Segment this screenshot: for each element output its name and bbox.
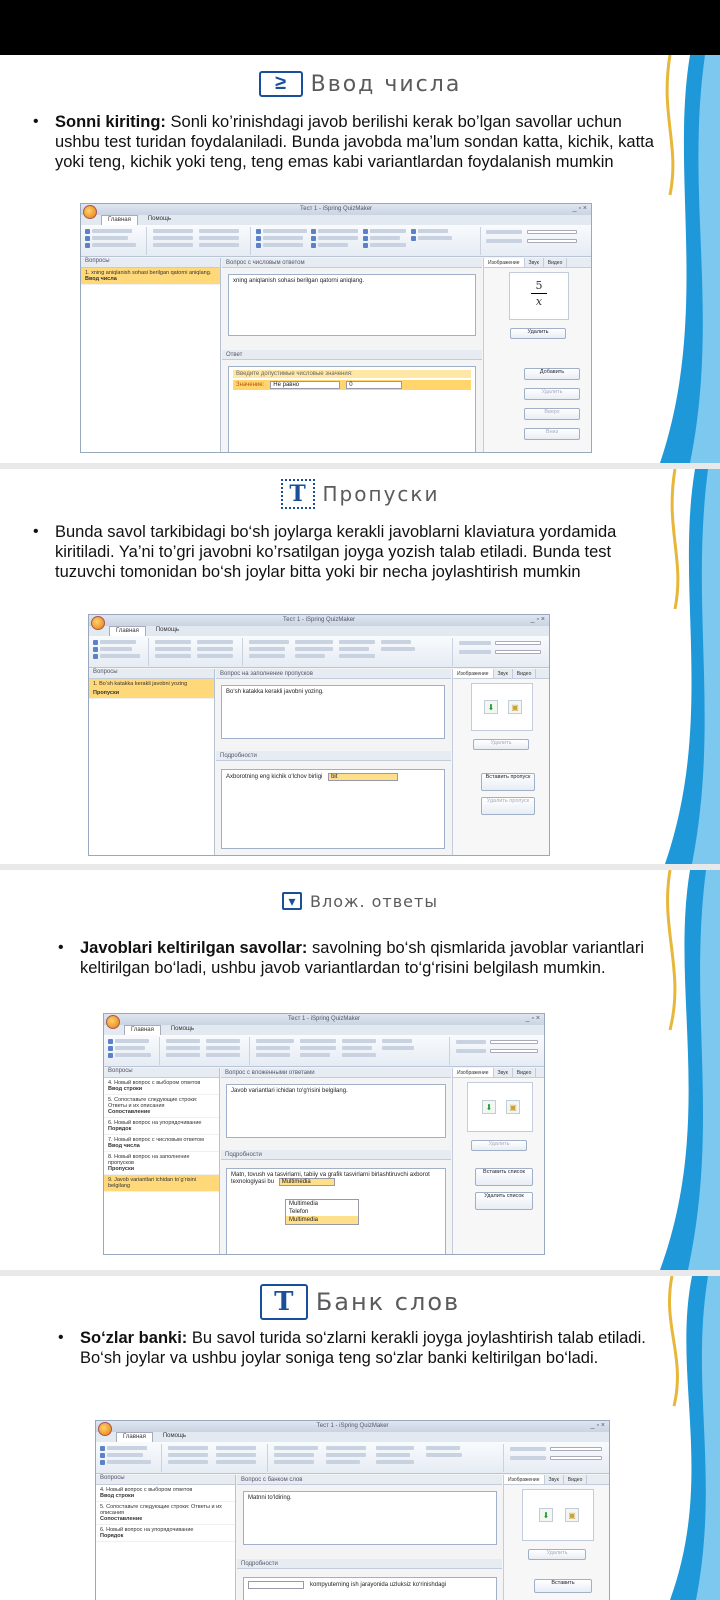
editor-header: Вопрос с банком слов xyxy=(237,1475,502,1485)
list-item: 5. Сопоставьте следующие строки: Ответы и их описания Сопоставление xyxy=(96,1502,235,1525)
details-box: Matn, tovush va tasvirlarni, tabiiy va grafik tasvirlarni birlashtiruvchi axborot texnologiyasi bu Multimedia Multimedia Telefon Multimedia xyxy=(226,1168,446,1255)
slide-word-bank xyxy=(0,1276,720,1600)
question-editor xyxy=(221,1068,451,1255)
questions-header: Вопросы xyxy=(89,669,214,679)
bullet-paragraph: • Sonni kiriting: Sonli ko’rinishdagi javob berilishi kerak bo’lgan savollar uchun ushbu test turidan foydalaniladi. Bunda javobda ma’lum sondan katta, kichik, katta yoki teng, kichik yoki teng, teng emas kabi variantlardan foydalanish mumkin xyxy=(33,113,654,171)
questions-list xyxy=(96,1475,236,1600)
questions-header: Вопросы xyxy=(104,1068,219,1078)
slide-heading-text: Ввод числа xyxy=(310,71,462,97)
window-controls-icon: _ ▫ × xyxy=(572,205,587,212)
window-title: Тест 1 - iSpring QuizMaker xyxy=(282,617,356,623)
bullet-bold: Javoblari keltirilgan savollar: xyxy=(80,939,308,957)
delete-media-button: Удалить xyxy=(528,1549,586,1560)
list-item: 7. Новый вопрос с числовым ответом Ввод числа xyxy=(104,1135,219,1152)
ribbon-toolbar xyxy=(96,1442,609,1474)
question-text-box: Matnni to‘ldiring. xyxy=(243,1491,497,1545)
questions-header: Вопросы xyxy=(81,258,220,268)
list-item: 8. Новый вопрос на заполнение пропусков Пропуски xyxy=(104,1152,219,1175)
equation-icon: ▣ xyxy=(506,1100,520,1114)
list-item: 1. Bo‘sh katakka kerakli javobni yozing Пропуски xyxy=(89,679,214,699)
tab-help: Помощь xyxy=(162,1433,187,1439)
add-image-icon: ⬇ xyxy=(484,700,498,714)
list-item: 9. Javob variantlari ichidan to‘g‘risini belgilang xyxy=(104,1175,219,1192)
editor-header: Вопрос с числовым ответом xyxy=(222,258,482,268)
slide-fill-blanks xyxy=(0,469,720,864)
nested-answer-select: Multimedia xyxy=(279,1178,335,1186)
details-box: Axborotning eng kichik o‘lchov birligi bit xyxy=(221,769,445,849)
window-title: Тест 1 - iSpring QuizMaker xyxy=(299,206,373,212)
equation-icon: ▣ xyxy=(508,700,522,714)
list-item: 6. Новый вопрос на упорядочивание Порядок xyxy=(104,1118,219,1135)
media-placeholder xyxy=(471,683,533,731)
details-header: Подробности xyxy=(216,751,451,761)
media-panel: Изображение Звук Видео 5 x Удалить Добавить Удалить Вверх Вниз xyxy=(483,258,592,453)
bullet-text: Bunda savol tarkibidagi bo‘sh joylarga kerakli javoblarni klaviatura yordamida kiritiladi. Ya’ni to’gri javobni ko’rsatilgan joyga yozish talab etiladi. Bunda test tuzuvchi tomonidan bo‘sh joylar bitta yoki bir necha joylashtirish mumkin xyxy=(55,523,617,581)
questions-list xyxy=(89,669,215,856)
list-item: 6. Новый вопрос на упорядочивание Порядок xyxy=(96,1525,235,1542)
app-window-screenshot xyxy=(88,614,550,856)
add-image-icon: ⬇ xyxy=(482,1100,496,1114)
details-box: kompyuterning ish jarayonida uzluksiz ko‘rinishdagi xyxy=(243,1577,497,1600)
list-item: 1. xning aniqlanish sohasi berilgan qatorni aniqlang. Ввод числа xyxy=(81,268,220,285)
decorative-waves xyxy=(630,1276,720,1600)
bullet-text: Sonli ko’rinishdagi javob berilishi kerak bo’lgan savollar uchun ushbu test turidan foydalaniladi. Bunda javobda ma’lum sondan katta, kichik, katta yoki teng, kichik yoki teng, teng emas kabi variantlardan foydalanish mumkin xyxy=(55,113,654,171)
question-editor xyxy=(237,1475,502,1600)
slide-heading xyxy=(0,888,720,914)
delete-media-button: Удалить xyxy=(510,328,566,339)
slide-nested-answers xyxy=(0,870,720,1270)
questions-list xyxy=(104,1068,220,1255)
bullet-text: savolning bo‘sh qismlarida javoblar variantlari keltirilgan bo‘ladi, ushbu javob variantlardan to‘g‘risini belgilash mumkin. xyxy=(80,939,645,977)
media-panel: Изображение Звук Видео ⬇ ▣ Удалить Вставить список Удалить список xyxy=(452,1068,545,1255)
delete-blank-button: Удалить пропуск xyxy=(481,797,535,815)
tab-help: Помощь xyxy=(147,216,172,222)
bullet-bold: Sonni kiriting: xyxy=(55,113,166,131)
tab-help: Помощь xyxy=(170,1026,195,1032)
status-bar xyxy=(0,0,720,55)
word-bank-icon: T xyxy=(260,1284,308,1320)
bullet-text: Bu savol turida so‘zlarni kerakli joyga joylashtirish talab etiladi. Bo‘sh joylar va ushbu joylar soniga teng so‘zlar banki keltirilgan bo‘ladi. xyxy=(80,1329,646,1367)
media-placeholder xyxy=(467,1082,533,1132)
slide-heading xyxy=(0,1282,720,1322)
move-up-button: Вверх xyxy=(524,408,580,420)
tab-home: Главная xyxy=(109,626,146,636)
answer-box: Введите допустимые числовые значения: Значение: Не равно 0 xyxy=(228,366,476,453)
app-window-screenshot xyxy=(103,1013,545,1255)
media-panel: Изображение Звук Видео ⬇ ▣ Удалить Вставить пропуск Удалить пропуск xyxy=(452,669,550,856)
list-item: 4. Новый вопрос с выбором ответов Ввод строки xyxy=(104,1078,219,1095)
app-window-screenshot xyxy=(80,203,592,453)
media-placeholder xyxy=(522,1489,594,1541)
ribbon-toolbar xyxy=(89,636,549,668)
bullet-bold: So‘zlar banki: xyxy=(80,1329,188,1347)
answer-header: Ответ xyxy=(222,350,482,360)
slide-heading-text: Банк слов xyxy=(315,1288,461,1316)
window-title: Тест 1 - iSpring QuizMaker xyxy=(316,1423,389,1429)
details-header: Подробности xyxy=(237,1559,502,1569)
tab-help: Помощь xyxy=(155,627,180,633)
question-text-box: xning aniqlanish sohasi berilgan qatorni aniqlang. xyxy=(228,274,476,336)
question-text-box: Javob variantlari ichidan to‘g‘risini belgilang. xyxy=(226,1084,446,1138)
list-item: 5. Сопоставьте следующие строки: Ответы и их описания Сопоставление xyxy=(104,1095,219,1118)
editor-header: Вопрос с вложенными ответами xyxy=(221,1068,451,1078)
slide-heading xyxy=(0,477,720,511)
slide-heading-text: Влож. ответы xyxy=(310,891,438,911)
fill-blank-icon: T xyxy=(281,479,315,509)
delete-media-button: Удалить xyxy=(471,1140,527,1151)
details-header: Подробности xyxy=(221,1150,451,1160)
insert-blank-button: Вставить пропуск xyxy=(481,773,535,791)
window-controls-icon: _ ▫ × xyxy=(530,616,545,623)
question-editor xyxy=(222,258,482,453)
slide-heading-text: Пропуски xyxy=(322,482,440,506)
remove-button: Удалить xyxy=(524,388,580,400)
question-text-box: Bo‘sh katakka kerakli javobni yozing. xyxy=(221,685,445,739)
questions-list xyxy=(81,258,221,453)
app-window-screenshot xyxy=(95,1420,610,1600)
tab-home: Главная xyxy=(124,1025,161,1035)
slide-number-input xyxy=(0,55,720,463)
window-title: Тест 1 - iSpring QuizMaker xyxy=(287,1016,361,1022)
questions-header: Вопросы xyxy=(96,1475,235,1485)
bullet-paragraph: • So‘zlar banki: Bu savol turida so‘zlarni kerakli joyga joylashtirish talab etiladi. Bo‘sh joylar va ushbu joylar soniga teng so‘zlar banki keltirilgan bo‘ladi. xyxy=(58,1329,646,1367)
slide-heading xyxy=(0,67,720,101)
dropdown-answer-icon: ▾ xyxy=(282,892,302,910)
delete-list-button: Удалить список xyxy=(475,1192,533,1210)
editor-header: Вопрос на заполнение пропусков xyxy=(216,669,451,679)
move-down-button: Вниз xyxy=(524,428,580,440)
add-button: Добавить xyxy=(524,368,580,380)
bullet-paragraph: • Bunda savol tarkibidagi bo‘sh joylarga kerakli javoblarni klaviatura yordamida kiritiladi. Ya’ni to’gri javobni ko’rsatilgan joyga yozish talab etiladi. Bunda test tuzuvchi tomonidan bo‘sh joylar bitta yoki bir necha joylashtirish mumkin xyxy=(33,523,617,581)
list-item: 4. Новый вопрос с выбором ответов Ввод строки xyxy=(96,1485,235,1502)
insert-button: Вставить xyxy=(534,1579,592,1593)
question-editor xyxy=(216,669,451,856)
ribbon-toolbar xyxy=(104,1035,544,1067)
ribbon-toolbar xyxy=(81,225,591,257)
window-controls-icon: _ ▫ × xyxy=(590,1422,605,1429)
tab-home: Главная xyxy=(101,215,138,225)
nested-answer-dropdown: Multimedia Telefon Multimedia xyxy=(285,1199,359,1225)
number-input-icon: ≥ xyxy=(259,71,303,97)
formula-image: 5 x xyxy=(509,272,569,320)
equation-icon: ▣ xyxy=(565,1508,579,1522)
decorative-waves xyxy=(630,870,720,1270)
window-controls-icon: _ ▫ × xyxy=(525,1015,540,1022)
insert-list-button: Вставить список xyxy=(475,1168,533,1186)
tab-home: Главная xyxy=(116,1432,153,1442)
delete-media-button: Удалить xyxy=(473,739,529,750)
bullet-paragraph: • Javoblari keltirilgan savollar: savolning bo‘sh qismlarida javoblar variantlari keltirilgan bo‘ladi, ushbu javob variantlardan to‘g‘risini belgilash mumkin. xyxy=(58,939,645,977)
media-panel: Изображение Звук Видео ⬇ ▣ Удалить Вставить xyxy=(503,1475,610,1600)
add-image-icon: ⬇ xyxy=(539,1508,553,1522)
